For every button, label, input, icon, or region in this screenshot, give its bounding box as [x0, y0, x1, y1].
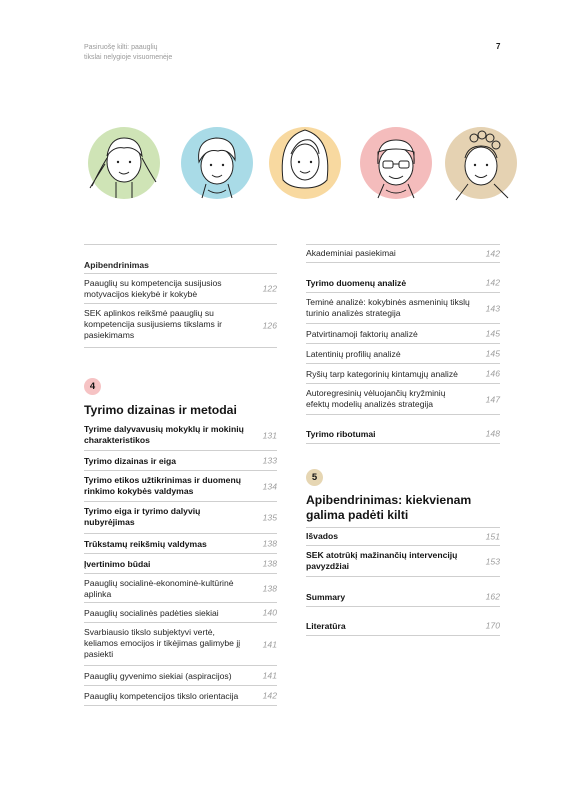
chapter-5-title: [306, 493, 506, 523]
toc-entry-page: 126: [262, 320, 277, 331]
toc-entry[interactable]: [306, 617, 500, 636]
chapter-5-title-line2: galima padėti kilti: [306, 508, 409, 522]
left-column-top-rule: [84, 244, 277, 245]
toc-entry-title: Trūkstamų reikšmių valdymas: [84, 539, 207, 549]
toc-entry-title: Tyrimo etikos užtikrinimas ir duomenų rinkimo kokybės valdymas: [84, 475, 241, 496]
toc-entry-page: 147: [485, 394, 500, 404]
chapter-4-title: Tyrimo dizainas ir metodai: [84, 403, 237, 417]
toc-entry[interactable]: [306, 588, 500, 607]
toc-entry[interactable]: [306, 365, 500, 384]
toc-entry-page: 142: [485, 277, 500, 288]
toc-entry-title: Svarbiausio tikslo subjektyvi vertė, keliamos emocijos ir tikėjimas galimybe jį pasiekti: [84, 627, 241, 659]
toc-entry[interactable]: [84, 535, 277, 554]
chapter-5-badge: 5: [306, 469, 323, 486]
toc-entry[interactable]: [306, 547, 500, 577]
toc-entry-page: 131: [262, 430, 277, 440]
toc-entry[interactable]: [306, 274, 500, 293]
toc-entry-title: Autoregresinių vėluojančių kryžminių efektų modelių analizės strategija: [306, 388, 446, 409]
face-girl-glasses: [360, 127, 432, 199]
toc-entry[interactable]: [306, 325, 500, 344]
toc-entry[interactable]: [84, 503, 277, 534]
toc-entry-page: 141: [262, 639, 277, 649]
running-header-line2: tikslai nelygioje visuomenėje: [84, 53, 173, 61]
toc-entry-title: Paauglių su kompetencija susijusios motyvacijos kiekybė ir kokybė: [84, 278, 222, 299]
toc-entry-page: 138: [262, 538, 277, 549]
toc-entry-page: 138: [262, 583, 277, 593]
children-faces-illustration: [78, 118, 518, 206]
toc-entry-page: 148: [485, 428, 500, 439]
toc-entry-page: 145: [485, 328, 500, 339]
toc-entry[interactable]: [84, 624, 277, 666]
toc-section-title: Apibendrinimas: [84, 260, 149, 270]
face-girl-braids: [88, 127, 160, 199]
toc-entry-page: 142: [485, 248, 500, 258]
toc-entry-title: Išvados: [306, 531, 339, 541]
toc-entry-title: SEK aplinkos reikšmė paauglių su kompetencija susijusiems tikslams ir pasiekimams: [84, 308, 223, 340]
toc-entry-title: Literatūra: [306, 621, 346, 631]
toc-entry-title: Tyrime dalyvavusių mokyklų ir mokinių charakteristikos: [84, 424, 244, 445]
toc-entry-title: Paauglių kompetencijos tikslo orientacija: [84, 691, 239, 701]
toc-entry[interactable]: [84, 555, 277, 574]
toc-entry-page: 143: [485, 303, 500, 313]
page-number: 7: [496, 42, 501, 51]
toc-entry-title: Paauglių socialinės padėties siekiai: [84, 608, 219, 618]
toc-entry-page: 140: [262, 607, 277, 618]
toc-entry[interactable]: [306, 294, 500, 324]
toc-entry-title: Tyrimo duomenų analizė: [306, 278, 407, 288]
toc-entry-page: 122: [262, 283, 277, 294]
running-header-line1: Pasiruošę kilti: paauglių: [84, 44, 158, 51]
running-header: [84, 43, 172, 62]
toc-entry-title: Paauglių socialinė-ekonominė-kultūrinė aplinka: [84, 578, 234, 599]
toc-entry-title: Teminė analizė: kokybinės asmeninių tikslų turinio analizės strategija: [306, 297, 470, 318]
toc-entry-page: 138: [262, 558, 277, 569]
toc-entry[interactable]: [306, 528, 500, 546]
chapter-4-badge: 4: [84, 378, 101, 395]
toc-section-apibendrinimas[interactable]: [84, 258, 277, 274]
toc-entry-title: Tyrimo dizainas ir eiga: [84, 456, 177, 466]
toc-entry-title: Paauglių gyvenimo siekiai (aspiracijos): [84, 671, 232, 681]
toc-entry[interactable]: [306, 245, 500, 263]
toc-entry-title: Latentinių profilių analizė: [306, 349, 401, 359]
toc-entry[interactable]: [84, 421, 277, 451]
toc-entry-page: 162: [485, 591, 500, 602]
toc-entry-page: 135: [262, 512, 277, 523]
toc-entry-page: 141: [262, 670, 277, 681]
toc-entry-title: SEK atotrūkį mažinančių intervencijų pavyzdžiai: [306, 550, 458, 571]
toc-entry[interactable]: [84, 275, 277, 304]
toc-entry-title: Akademiniai pasiekimai: [306, 248, 396, 258]
toc-entry[interactable]: [84, 452, 277, 471]
toc-entry-page: 153: [485, 556, 500, 566]
toc-entry[interactable]: [306, 345, 500, 364]
toc-entry-page: 151: [485, 531, 500, 541]
toc-entry-page: 142: [262, 690, 277, 701]
face-girl-long-hair: [269, 127, 341, 199]
toc-entry[interactable]: [84, 305, 277, 348]
toc-entry-page: 145: [485, 348, 500, 359]
toc-entry[interactable]: [306, 385, 500, 415]
toc-entry-title: Tyrimo ribotumai: [306, 429, 376, 439]
toc-entry-page: 134: [262, 481, 277, 491]
toc-entry[interactable]: [84, 604, 277, 623]
toc-entry[interactable]: [84, 575, 277, 603]
toc-entry-title: Tyrimo eiga ir tyrimo dalyvių nubyrėjimas: [84, 506, 201, 527]
toc-entry[interactable]: [84, 687, 277, 706]
toc-entry-page: 170: [485, 620, 500, 631]
toc-entry-title: Ryšių tarp kategorinių kintamųjų analizė: [306, 369, 458, 379]
chapter-5-title-line1: Apibendrinimas: kiekvienam: [306, 493, 472, 507]
toc-entry[interactable]: [84, 472, 277, 502]
toc-entry[interactable]: [306, 425, 500, 444]
toc-entry-title: Įvertinimo būdai: [84, 559, 151, 569]
toc-entry-title: Patvirtinamoji faktorių analizė: [306, 329, 418, 339]
toc-entry-page: 146: [485, 368, 500, 379]
toc-entry-page: 133: [262, 455, 277, 466]
toc-entry-title: Summary: [306, 592, 346, 602]
toc-entry[interactable]: [84, 667, 277, 686]
face-girl-curly-hair: [445, 127, 517, 200]
face-boy: [181, 127, 253, 199]
